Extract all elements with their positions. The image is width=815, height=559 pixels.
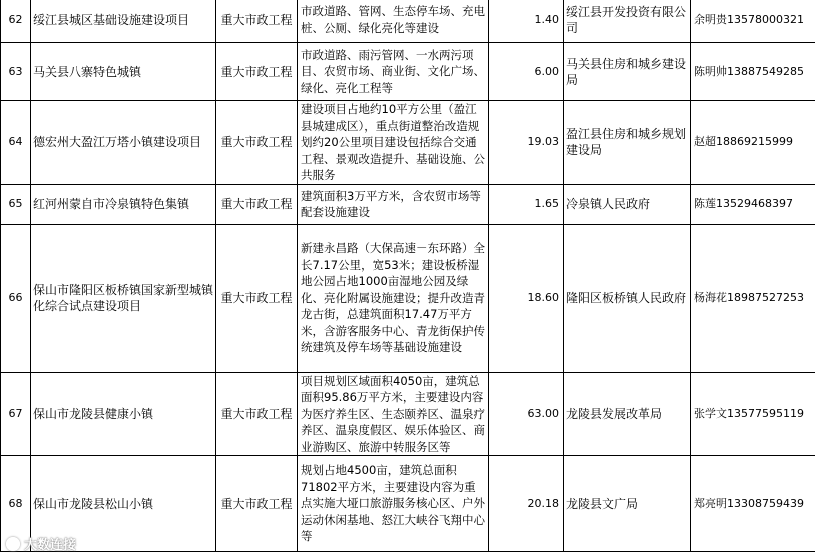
- watermark-logo-icon: [6, 537, 20, 551]
- table-row: [1, 101, 815, 185]
- table-row: [1, 372, 815, 456]
- project-name: 红河州蒙自市冷泉镇特色集镇: [31, 184, 216, 224]
- project-content: 规划占地4500亩，建筑总面积71802平方米，主要建设内容为重点实施大垭口旅游服务核心区、户外运动休闲基地、怒江大峡谷飞翔中心等: [298, 456, 489, 552]
- table-row: [1, 184, 815, 224]
- table-row: [1, 224, 815, 372]
- project-name: 保山市隆阳区板桥镇国家新型城镇化综合试点建设项目: [31, 224, 216, 372]
- investment-amount: 1.40: [489, 0, 564, 43]
- contact-person: 陈明帅13887549285: [691, 43, 815, 101]
- project-category: 重大市政工程: [216, 372, 298, 456]
- watermark-text: 大数连接: [24, 538, 77, 553]
- project-name: 德宏州大盈江万塔小镇建设项目: [31, 101, 216, 185]
- project-content: 市政道路、雨污管网、一水两污项目、农贸市场、商业街、文化广场、绿化、亮化工程等: [298, 43, 489, 101]
- project-category: 重大市政工程: [216, 101, 298, 185]
- row-number: 62: [1, 0, 31, 43]
- responsible-unit: 马关县住房和城乡建设局: [564, 43, 691, 101]
- row-number: 67: [1, 372, 31, 456]
- project-name: 马关县八寨特色城镇: [31, 43, 216, 101]
- responsible-unit: 隆阳区板桥镇人民政府: [564, 224, 691, 372]
- row-number: 65: [1, 184, 31, 224]
- investment-amount: 63.00: [489, 372, 564, 456]
- responsible-unit: 绥江县开发投资有限公司: [564, 0, 691, 43]
- project-content: 项目规划区域面积4050亩，建筑总面积95.86万平方米，主要建设内容为医疗养生区、生态颐养区、温泉疗养区、温泉度假区、娱乐体验区、商业游购区、旅游中转服务区等: [298, 372, 489, 456]
- table-row: [1, 0, 815, 43]
- project-category: 重大市政工程: [216, 224, 298, 372]
- contact-person: 张学文13577595119: [691, 372, 815, 456]
- project-category: 重大市政工程: [216, 184, 298, 224]
- responsible-unit: 龙陵县发展改革局: [564, 372, 691, 456]
- project-content: 市政道路、管网、生态停车场、充电桩、公厕、绿化亮化等建设: [298, 0, 489, 43]
- investment-amount: 20.18: [489, 456, 564, 552]
- project-content: 建设项目占地约10平方公里（盈江县城建成区），重点街道整治改造规划约20公里项目建设包括综合交通工程、景观改造提升、基础设施、公共服务: [298, 101, 489, 185]
- responsible-unit: 盈江县住房和城乡规划建设局: [564, 101, 691, 185]
- project-content: 建筑面积3万平方米，含农贸市场等配套设施建设: [298, 184, 489, 224]
- row-number: 64: [1, 101, 31, 185]
- project-category: 重大市政工程: [216, 456, 298, 552]
- project-category: 重大市政工程: [216, 43, 298, 101]
- project-name: 保山市龙陵县松山小镇: [31, 456, 216, 552]
- project-category: 重大市政工程: [216, 0, 298, 43]
- watermark: [6, 534, 76, 553]
- investment-amount: 6.00: [489, 43, 564, 101]
- responsible-unit: 冷泉镇人民政府: [564, 184, 691, 224]
- project-name: 保山市龙陵县健康小镇: [31, 372, 216, 456]
- table-row: [1, 456, 815, 552]
- investment-amount: 1.65: [489, 184, 564, 224]
- project-content: 新建永昌路（大保高速－东环路）全长7.17公里，宽53米；建设板桥湿地公园占地1000亩湿地公园及绿化、亮化附属设施建设；提升改造青龙古街，总建筑面积17.47万平方米，含游客服务中心、青龙街保护传统建筑及停车场等基础设施建设: [298, 224, 489, 372]
- contact-person: 陈莲13529468397: [691, 184, 815, 224]
- row-number: 66: [1, 224, 31, 372]
- investment-amount: 19.03: [489, 101, 564, 185]
- contact-person: 郑亮明13308759439: [691, 456, 815, 552]
- row-number: 68: [1, 456, 31, 552]
- contact-person: 赵超18869215999: [691, 101, 815, 185]
- investment-amount: 18.60: [489, 224, 564, 372]
- contact-person: 余明贵13578000321: [691, 0, 815, 43]
- contact-person: 杨海花18987527253: [691, 224, 815, 372]
- responsible-unit: 龙陵县文广局: [564, 456, 691, 552]
- project-name: 绥江县城区基础设施建设项目: [31, 0, 216, 43]
- table-row: [1, 43, 815, 101]
- row-number: 63: [1, 43, 31, 101]
